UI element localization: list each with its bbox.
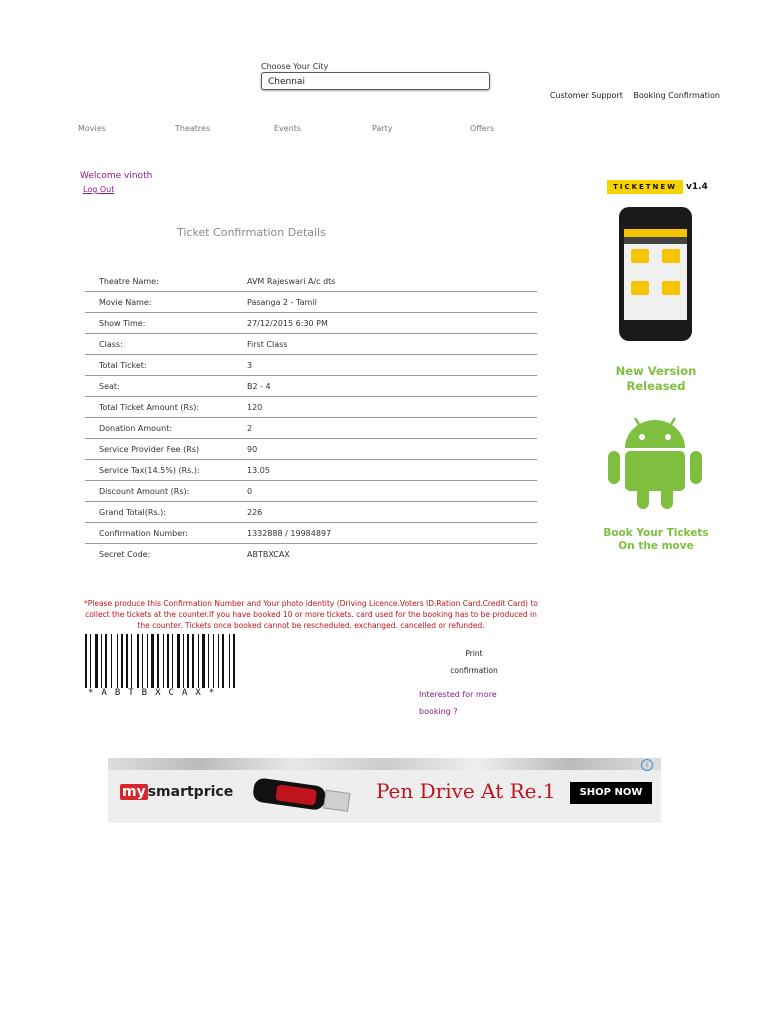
ticketnew-logo: TICKETNEW — [607, 180, 683, 194]
ad-banner[interactable] — [108, 758, 661, 823]
phone-sub-bar — [624, 237, 687, 244]
detail-value: 2 — [247, 418, 537, 439]
detail-value: 90 — [247, 439, 537, 460]
detail-label: Discount Amount (Rs): — [85, 481, 247, 502]
barcode-bar — [137, 634, 139, 688]
barcode-bar — [222, 634, 224, 688]
detail-value: 1332888 / 19984897 — [247, 523, 537, 544]
detail-row — [85, 397, 537, 418]
shop-now-button[interactable]: SHOP NOW — [570, 782, 652, 804]
detail-row — [85, 313, 537, 334]
collection-notice: *Please produce this Confirmation Number and Your photo identity (Driving Licence.Voters ID.Ration Card.Credit Card) to collect the tickets at the counter.If you have booked 10 or more tickets. card used for the booking has to be produced in the counter. Tickets once booked cannot be rescheduled. exchanged. cancelled or refunded. — [83, 599, 539, 630]
detail-row — [85, 481, 537, 502]
detail-value: 27/12/2015 6:30 PM — [247, 313, 537, 334]
detail-row — [85, 418, 537, 439]
detail-row — [85, 376, 537, 397]
barcode-bar — [157, 634, 159, 688]
barcode-bar — [183, 634, 184, 688]
ad-brand-logo: my smartprice — [122, 784, 234, 800]
detail-label: Movie Name: — [85, 292, 247, 313]
more-booking-link[interactable] — [419, 686, 519, 720]
barcode-bar — [105, 634, 107, 688]
barcode-bar — [95, 634, 98, 688]
barcode-bar — [85, 634, 87, 688]
detail-value: 120 — [247, 397, 537, 418]
detail-row — [85, 334, 537, 355]
detail-row — [85, 271, 537, 292]
detail-row — [85, 292, 537, 313]
detail-value: 0 — [247, 481, 537, 502]
ad-headline: Pen Drive At Re.1 — [376, 779, 556, 803]
barcode-bar — [213, 634, 214, 688]
detail-row — [85, 355, 537, 376]
nav-events[interactable]: Events — [274, 124, 302, 133]
ticket-title: Ticket Confirmation Details — [177, 226, 326, 239]
customer-support-link[interactable]: Customer Support — [549, 91, 623, 100]
barcode-bar — [163, 634, 164, 688]
detail-label: Class: — [85, 334, 247, 355]
barcode-bar — [147, 634, 148, 688]
ad-info-icon[interactable]: i — [641, 759, 653, 771]
detail-label: Seat: — [85, 376, 247, 397]
detail-value: 13.05 — [247, 460, 537, 481]
ad-top-strip — [108, 758, 661, 770]
barcode-bar — [126, 634, 128, 688]
detail-label: Confirmation Number: — [85, 523, 247, 544]
new-version-text: New Version Released — [615, 364, 697, 393]
barcode-bar — [90, 634, 91, 688]
book-on-the-move-text: Book Your Tickets On the move — [603, 527, 709, 552]
detail-label: Theatre Name: — [85, 271, 247, 292]
pen-drive-icon — [248, 772, 358, 822]
more-line2: booking ? — [419, 707, 458, 716]
detail-value: ABTBXCAX — [247, 549, 290, 559]
city-select[interactable]: Chennai — [261, 72, 490, 90]
nav-offers[interactable]: Offers — [470, 124, 495, 133]
barcode-bar — [198, 634, 199, 688]
detail-row — [85, 502, 537, 523]
print-confirmation-link[interactable] — [448, 645, 500, 679]
barcode-bar — [202, 634, 205, 688]
more-line1: Interested for more — [419, 690, 497, 699]
booking-confirmation-link[interactable]: Booking Confirmation — [633, 91, 720, 100]
barcode-bar — [172, 634, 173, 688]
barcode-bar — [142, 634, 143, 688]
detail-label: Donation Amount: — [85, 418, 247, 439]
barcode-bar — [167, 634, 169, 688]
print-line1: Print — [465, 649, 483, 658]
detail-label: Total Ticket Amount (Rs): — [85, 397, 247, 418]
detail-label: Total Ticket: — [85, 355, 247, 376]
detail-row — [85, 523, 537, 544]
detail-row — [85, 439, 537, 460]
phone-app-bar — [624, 229, 687, 237]
barcode-bar — [117, 634, 118, 688]
barcode-image — [85, 634, 268, 688]
detail-value: AVM Rajeswari A/c dts — [247, 271, 537, 292]
android-icon — [607, 410, 703, 510]
detail-row — [85, 460, 537, 481]
nav-party[interactable]: Party — [372, 124, 393, 133]
barcode-bar — [192, 634, 194, 688]
barcode-bar — [151, 634, 154, 688]
app-version: v1.4 — [686, 182, 708, 192]
detail-label: Grand Total(Rs.): — [85, 502, 247, 523]
detail-label: Show Time: — [85, 313, 247, 334]
nav-movies[interactable]: Movies — [78, 124, 106, 133]
barcode-bar — [229, 634, 230, 688]
barcode-bar — [177, 634, 180, 688]
ticket-details-table — [85, 271, 537, 564]
barcode-bar — [233, 634, 235, 688]
detail-value: 3 — [247, 355, 537, 376]
detail-label: Service Provider Fee (Rs) — [85, 439, 247, 460]
detail-value: B2 - 4 — [247, 376, 537, 397]
detail-value: Pasanga 2 - Tamil — [247, 292, 537, 313]
barcode-text: *ABTBXCAX* — [88, 688, 223, 698]
detail-value: 226 — [247, 502, 537, 523]
welcome-text: Welcome vinoth — [80, 171, 153, 181]
nav-theatres[interactable]: Theatres — [175, 124, 211, 133]
barcode-bar — [208, 634, 209, 688]
barcode-bar — [111, 634, 112, 688]
print-line2: confirmation — [450, 666, 498, 675]
top-links — [542, 91, 720, 100]
detail-value: First Class — [247, 334, 537, 355]
barcode-bar — [218, 634, 219, 688]
logout-link[interactable]: Log Out — [83, 185, 115, 194]
detail-row — [85, 544, 537, 565]
barcode-bar — [131, 634, 132, 688]
city-label: Choose Your City — [261, 62, 329, 71]
barcode-bar — [187, 634, 189, 688]
barcode-bar — [121, 634, 123, 688]
detail-label: Service Tax(14.5%) (Rs.): — [85, 460, 247, 481]
main-nav — [0, 124, 768, 136]
detail-label: Secret Code: — [99, 549, 151, 559]
barcode-bar — [101, 634, 102, 688]
